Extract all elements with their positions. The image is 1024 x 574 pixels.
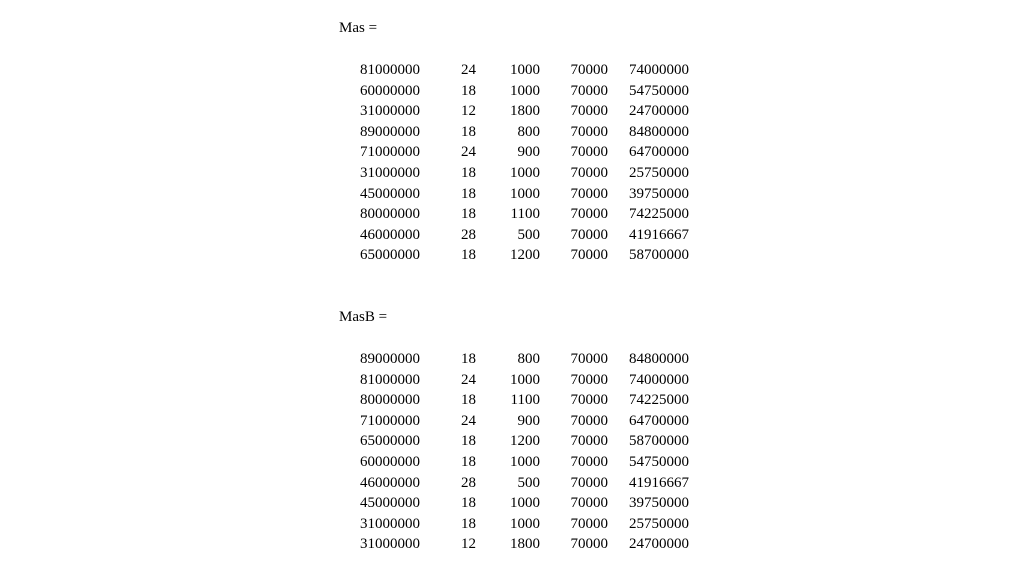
matrix-cell: 1000	[510, 62, 540, 78]
matrix-row	[0, 60, 1024, 81]
matrix-row	[0, 101, 1024, 122]
matrix-cell: 70000	[570, 474, 608, 491]
matrix-row	[0, 452, 1024, 473]
matrix-mas	[0, 60, 1024, 266]
matrix-cell: 1200	[510, 247, 540, 264]
matrix-cell: 28	[461, 474, 476, 491]
matrix-cell: 1200	[510, 433, 540, 450]
matrix-cell: 31000000	[360, 164, 420, 181]
matrix-cell: 31000000	[360, 515, 420, 532]
matrix-cell: 71000000	[360, 144, 420, 161]
matrix-cell: 70000	[570, 392, 608, 409]
matrix-cell: 28	[461, 226, 476, 243]
matrix-cell: 500	[517, 226, 540, 243]
matrix-cell: 54750000	[629, 453, 689, 470]
matrix-cell: 70000	[570, 351, 608, 367]
matrix-cell: 45000000	[360, 185, 420, 202]
matrix-row	[0, 370, 1024, 391]
matrix-cell: 900	[517, 144, 540, 161]
matrix-cell: 70000	[570, 226, 608, 243]
matrix-row	[0, 493, 1024, 514]
matrix-cell: 1100	[510, 206, 540, 223]
matrix-cell: 70000	[570, 185, 608, 202]
matrix-cell: 70000	[570, 433, 608, 450]
matrix-row	[0, 411, 1024, 432]
matrix-cell: 58700000	[629, 247, 689, 264]
matrix-cell: 89000000	[360, 351, 420, 367]
matrix-cell: 12	[461, 103, 476, 120]
matrix-cell: 18	[461, 351, 476, 367]
matrix-cell: 64700000	[629, 144, 689, 161]
matrix-cell: 70000	[570, 495, 608, 512]
matrix-cell: 18	[461, 247, 476, 264]
matrix-cell: 25750000	[629, 515, 689, 532]
matrix-cell: 84800000	[629, 351, 689, 367]
matrix-cell: 74225000	[629, 392, 689, 409]
matrix-cell: 39750000	[629, 185, 689, 202]
matrix-cell: 60000000	[360, 453, 420, 470]
matrix-cell: 81000000	[360, 62, 420, 78]
matrix-cell: 18	[461, 515, 476, 532]
matrix-row	[0, 163, 1024, 184]
matrix-cell: 24700000	[629, 536, 689, 553]
matrix-cell: 74000000	[629, 371, 689, 388]
matrix-cell: 58700000	[629, 433, 689, 450]
matrix-cell: 1800	[510, 103, 540, 120]
matrix-cell: 54750000	[629, 82, 689, 99]
matrix-cell: 70000	[570, 515, 608, 532]
matrix-cell: 70000	[570, 412, 608, 429]
matrix-cell: 46000000	[360, 226, 420, 243]
matrix-cell: 18	[461, 123, 476, 140]
matrix-cell: 70000	[570, 247, 608, 264]
matrix-cell: 84800000	[629, 123, 689, 140]
matrix-cell: 80000000	[360, 206, 420, 223]
matrix-cell: 900	[517, 412, 540, 429]
matrix-row	[0, 431, 1024, 452]
matrix-cell: 18	[461, 164, 476, 181]
matrix-cell: 70000	[570, 206, 608, 223]
matrix-cell: 1000	[510, 515, 540, 532]
matrix-masb	[0, 349, 1024, 555]
matrix-cell: 18	[461, 185, 476, 202]
matrix-row	[0, 473, 1024, 494]
matrix-cell: 18	[461, 433, 476, 450]
matrix-cell: 800	[517, 123, 540, 140]
matrix-cell: 18	[461, 82, 476, 99]
matrix-cell: 39750000	[629, 495, 689, 512]
matrix-cell: 24	[461, 412, 476, 429]
matrix-row	[0, 534, 1024, 555]
matrix-cell: 64700000	[629, 412, 689, 429]
matrix-cell: 1000	[510, 82, 540, 99]
matrix-cell: 24	[461, 144, 476, 161]
matrix-cell: 46000000	[360, 474, 420, 491]
matrix-cell: 18	[461, 453, 476, 470]
matrix-cell: 1000	[510, 164, 540, 181]
matrix-cell: 1000	[510, 495, 540, 512]
matrix-cell: 18	[461, 495, 476, 512]
matrix-cell: 74000000	[629, 62, 689, 78]
matrix-cell: 24	[461, 371, 476, 388]
matrix-cell: 70000	[570, 62, 608, 78]
matrix-cell: 70000	[570, 144, 608, 161]
matrix-cell: 70000	[570, 453, 608, 470]
matrix-row	[0, 122, 1024, 143]
matrix-row	[0, 390, 1024, 411]
matrix-row	[0, 349, 1024, 370]
matrix-cell: 65000000	[360, 433, 420, 450]
variable-label-masb: MasB =	[339, 309, 388, 325]
matrix-cell: 71000000	[360, 412, 420, 429]
matrix-row	[0, 225, 1024, 246]
matrix-cell: 24	[461, 62, 476, 78]
matrix-cell: 81000000	[360, 371, 420, 388]
matrix-cell: 500	[517, 474, 540, 491]
matrix-cell: 1800	[510, 536, 540, 553]
matrix-cell: 70000	[570, 164, 608, 181]
matrix-cell: 31000000	[360, 536, 420, 553]
matrix-cell: 12	[461, 536, 476, 553]
matrix-cell: 70000	[570, 536, 608, 553]
matrix-row	[0, 142, 1024, 163]
variable-label-mas: Mas =	[339, 20, 378, 36]
matrix-cell: 89000000	[360, 123, 420, 140]
matrix-cell: 80000000	[360, 392, 420, 409]
matrix-cell: 25750000	[629, 164, 689, 181]
matrix-cell: 45000000	[360, 495, 420, 512]
matrix-row	[0, 184, 1024, 205]
matrix-cell: 1000	[510, 185, 540, 202]
matrix-row	[0, 81, 1024, 102]
matrix-cell: 18	[461, 206, 476, 223]
matrix-cell: 800	[517, 351, 540, 367]
matrix-cell: 70000	[570, 103, 608, 120]
matrix-cell: 74225000	[629, 206, 689, 223]
matrix-cell: 1100	[510, 392, 540, 409]
matrix-cell: 70000	[570, 123, 608, 140]
matrix-cell: 65000000	[360, 247, 420, 264]
matrix-cell: 18	[461, 392, 476, 409]
matrix-cell: 1000	[510, 371, 540, 388]
matrix-cell: 31000000	[360, 103, 420, 120]
matrix-cell: 24700000	[629, 103, 689, 120]
matrix-cell: 41916667	[629, 226, 689, 243]
matrix-cell: 60000000	[360, 82, 420, 99]
matrix-row	[0, 514, 1024, 535]
matrix-cell: 1000	[510, 453, 540, 470]
matrix-cell: 70000	[570, 82, 608, 99]
matrix-cell: 41916667	[629, 474, 689, 491]
matrix-row	[0, 204, 1024, 225]
matrix-row	[0, 245, 1024, 266]
matrix-cell: 70000	[570, 371, 608, 388]
